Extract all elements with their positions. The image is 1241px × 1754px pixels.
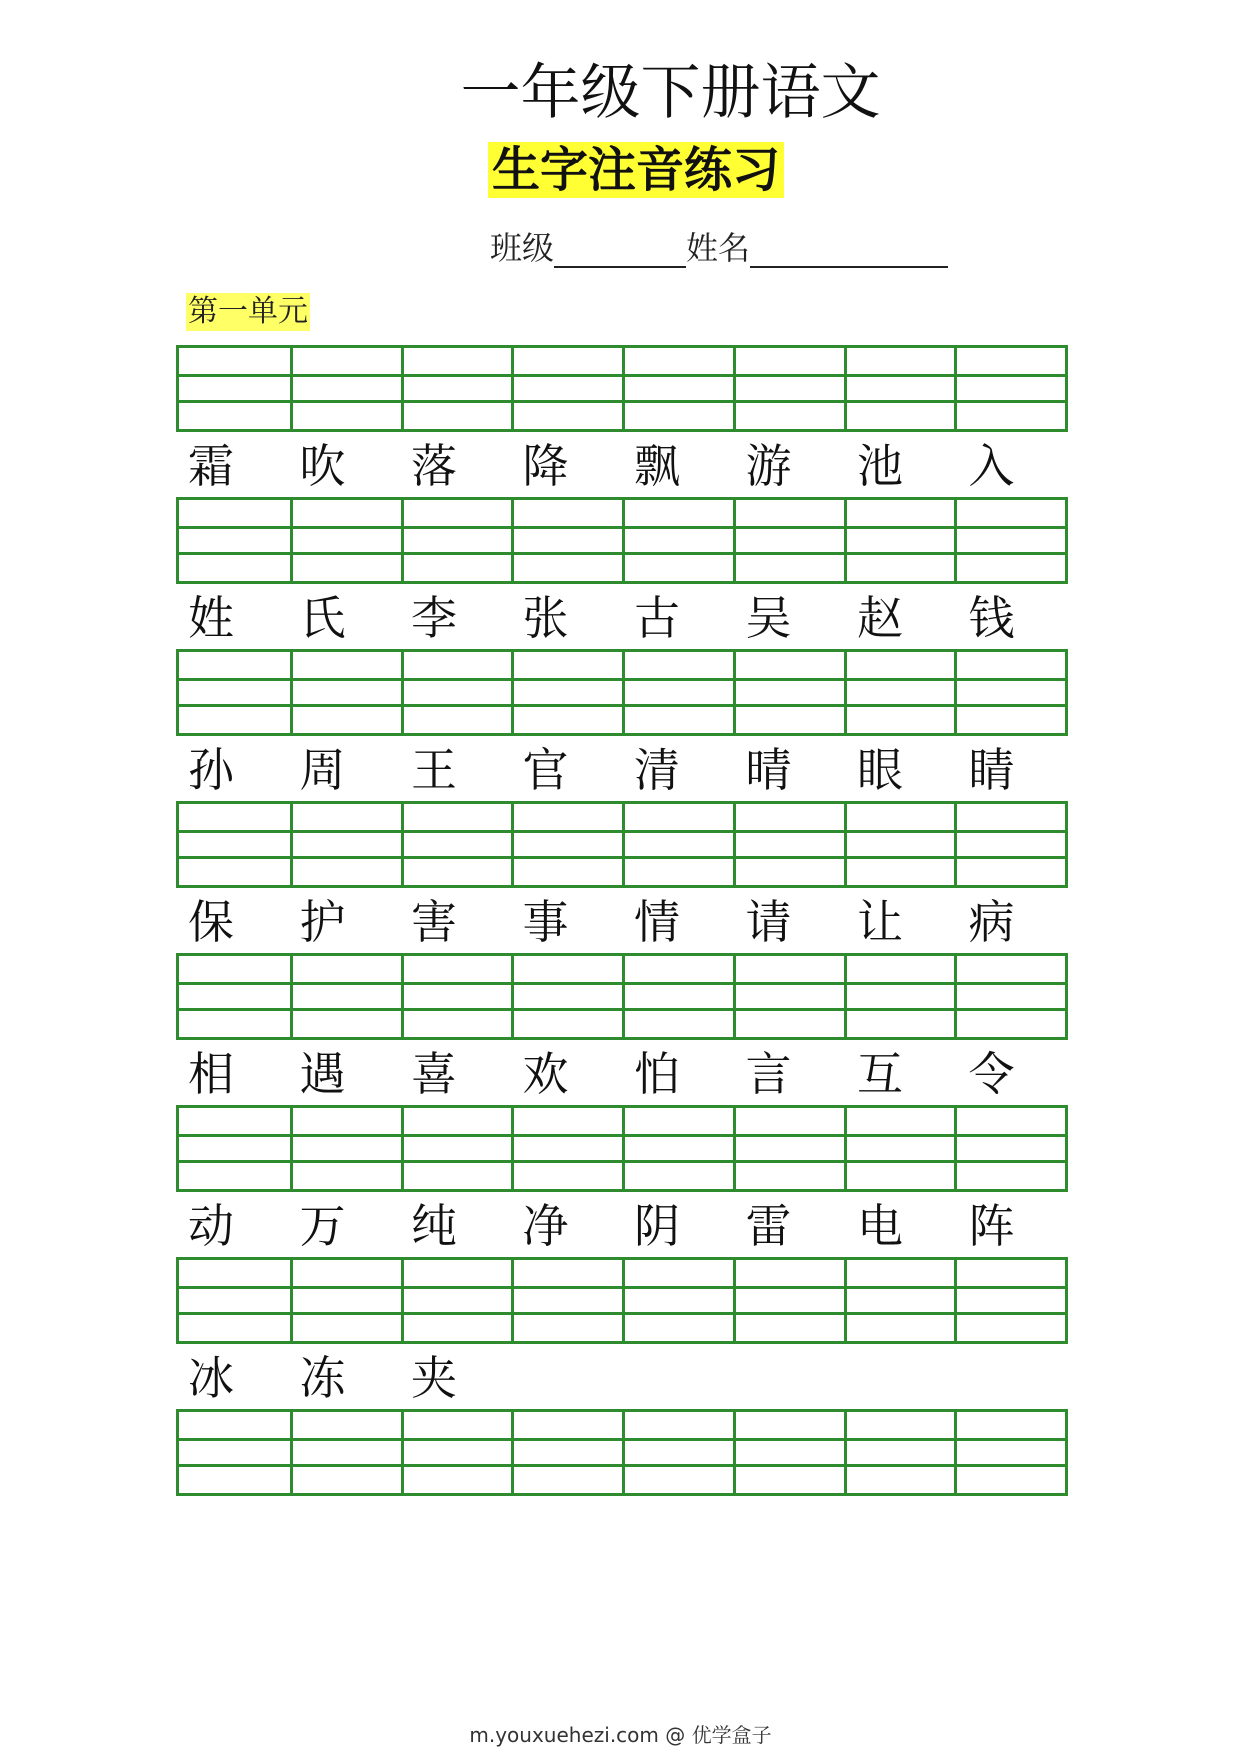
character: 飘 xyxy=(634,439,680,493)
pinyin-cell[interactable] xyxy=(844,956,955,1037)
pinyin-cell[interactable] xyxy=(401,652,512,733)
pinyin-cell[interactable] xyxy=(179,804,290,885)
character: 纯 xyxy=(411,1199,457,1253)
character-row xyxy=(176,436,1068,496)
character: 动 xyxy=(188,1199,234,1253)
character: 相 xyxy=(188,1047,234,1101)
pinyin-cell[interactable] xyxy=(622,804,733,885)
character: 令 xyxy=(968,1047,1015,1101)
pinyin-grid xyxy=(176,497,1068,584)
character: 遇 xyxy=(299,1047,346,1101)
pinyin-cell[interactable] xyxy=(622,1260,733,1341)
character: 喜 xyxy=(411,1047,457,1101)
pinyin-cell[interactable] xyxy=(290,956,401,1037)
pinyin-grid xyxy=(176,345,1068,432)
pinyin-grid xyxy=(176,1409,1068,1496)
pinyin-cell[interactable] xyxy=(954,348,1065,429)
pinyin-cell[interactable] xyxy=(290,1412,401,1493)
pinyin-grid xyxy=(176,1105,1068,1192)
character: 言 xyxy=(745,1047,792,1101)
pinyin-cell[interactable] xyxy=(401,1108,512,1189)
pinyin-cell[interactable] xyxy=(401,804,512,885)
pinyin-cell[interactable] xyxy=(401,1260,512,1341)
pinyin-cell[interactable] xyxy=(622,500,733,581)
class-blank[interactable] xyxy=(554,234,686,268)
pinyin-cell[interactable] xyxy=(179,956,290,1037)
character: 请 xyxy=(745,895,792,949)
character-row xyxy=(176,1196,1068,1256)
character: 护 xyxy=(299,895,346,949)
character: 王 xyxy=(411,743,457,797)
character: 氏 xyxy=(299,591,346,645)
pinyin-cell[interactable] xyxy=(179,652,290,733)
pinyin-cell[interactable] xyxy=(622,652,733,733)
pinyin-cell[interactable] xyxy=(954,1260,1065,1341)
character: 游 xyxy=(745,439,792,493)
pinyin-cell[interactable] xyxy=(511,1412,622,1493)
character: 入 xyxy=(968,439,1015,493)
pinyin-cell[interactable] xyxy=(733,348,844,429)
character-row xyxy=(176,1348,1068,1408)
pinyin-cell[interactable] xyxy=(290,1260,401,1341)
character: 阴 xyxy=(634,1199,680,1253)
character: 欢 xyxy=(522,1047,569,1101)
pinyin-cell[interactable] xyxy=(844,804,955,885)
character: 病 xyxy=(968,895,1015,949)
pinyin-cell[interactable] xyxy=(179,1260,290,1341)
pinyin-cell[interactable] xyxy=(179,1412,290,1493)
character: 李 xyxy=(411,591,457,645)
name-label: 姓名 xyxy=(686,229,751,267)
pinyin-grid xyxy=(176,801,1068,888)
pinyin-cell[interactable] xyxy=(733,652,844,733)
pinyin-cell[interactable] xyxy=(511,1260,622,1341)
character: 眼 xyxy=(857,743,903,797)
character: 互 xyxy=(857,1047,903,1101)
pinyin-cell[interactable] xyxy=(511,1108,622,1189)
pinyin-cell[interactable] xyxy=(733,1108,844,1189)
pinyin-cell[interactable] xyxy=(844,348,955,429)
character: 古 xyxy=(634,591,680,645)
pinyin-cell[interactable] xyxy=(290,804,401,885)
pinyin-cell[interactable] xyxy=(733,1260,844,1341)
pinyin-cell[interactable] xyxy=(622,1108,733,1189)
character: 净 xyxy=(522,1199,569,1253)
pinyin-cell[interactable] xyxy=(622,1412,733,1493)
pinyin-cell[interactable] xyxy=(401,1412,512,1493)
character: 夹 xyxy=(411,1351,457,1405)
character: 冻 xyxy=(299,1351,346,1405)
pinyin-cell[interactable] xyxy=(401,500,512,581)
character: 池 xyxy=(857,439,903,493)
pinyin-cell[interactable] xyxy=(401,348,512,429)
pinyin-cell[interactable] xyxy=(844,500,955,581)
pinyin-cell[interactable] xyxy=(733,500,844,581)
pinyin-cell[interactable] xyxy=(954,1412,1065,1493)
character: 怕 xyxy=(634,1047,680,1101)
pinyin-cell[interactable] xyxy=(179,348,290,429)
character: 雷 xyxy=(745,1199,792,1253)
pinyin-cell[interactable] xyxy=(511,348,622,429)
character-row xyxy=(176,892,1068,952)
character: 情 xyxy=(634,895,680,949)
character: 让 xyxy=(857,895,903,949)
name-blank[interactable] xyxy=(750,234,948,268)
character-row xyxy=(176,740,1068,800)
character: 落 xyxy=(411,439,457,493)
pinyin-cell[interactable] xyxy=(511,500,622,581)
pinyin-cell[interactable] xyxy=(954,956,1065,1037)
pinyin-cell[interactable] xyxy=(622,956,733,1037)
character: 吴 xyxy=(745,591,792,645)
pinyin-cell[interactable] xyxy=(844,1108,955,1189)
pinyin-cell[interactable] xyxy=(844,1260,955,1341)
pinyin-cell[interactable] xyxy=(844,652,955,733)
pinyin-cell[interactable] xyxy=(622,348,733,429)
character: 张 xyxy=(522,591,569,645)
pinyin-cell[interactable] xyxy=(954,804,1065,885)
pinyin-cell[interactable] xyxy=(511,652,622,733)
character: 赵 xyxy=(857,591,903,645)
pinyin-grid xyxy=(176,1257,1068,1344)
pinyin-cell[interactable] xyxy=(290,1108,401,1189)
character: 睛 xyxy=(968,743,1015,797)
pinyin-cell[interactable] xyxy=(401,956,512,1037)
student-info xyxy=(490,228,948,268)
character: 吹 xyxy=(299,439,346,493)
character-row xyxy=(176,588,1068,648)
pinyin-cell[interactable] xyxy=(954,1108,1065,1189)
pinyin-grid xyxy=(176,649,1068,736)
character: 阵 xyxy=(968,1199,1015,1253)
character: 电 xyxy=(857,1199,903,1253)
character: 官 xyxy=(522,743,569,797)
character: 周 xyxy=(299,743,346,797)
unit-label: 第一单元 xyxy=(188,294,308,329)
character: 清 xyxy=(634,743,680,797)
subtitle-wrap xyxy=(488,142,784,198)
pinyin-cell[interactable] xyxy=(844,1412,955,1493)
pinyin-cell[interactable] xyxy=(511,956,622,1037)
pinyin-grid xyxy=(176,953,1068,1040)
pinyin-cell[interactable] xyxy=(733,1412,844,1493)
pinyin-cell[interactable] xyxy=(179,1108,290,1189)
character: 钱 xyxy=(968,591,1015,645)
character: 保 xyxy=(188,895,234,949)
pinyin-cell[interactable] xyxy=(733,804,844,885)
pinyin-cell[interactable] xyxy=(954,652,1065,733)
character: 姓 xyxy=(188,591,234,645)
character: 事 xyxy=(522,895,569,949)
character-row xyxy=(176,1044,1068,1104)
pinyin-cell[interactable] xyxy=(290,500,401,581)
character: 万 xyxy=(299,1199,346,1253)
character: 晴 xyxy=(745,743,792,797)
pinyin-cell[interactable] xyxy=(511,804,622,885)
pinyin-cell[interactable] xyxy=(179,500,290,581)
character: 降 xyxy=(522,439,569,493)
pinyin-cell[interactable] xyxy=(290,652,401,733)
pinyin-cell[interactable] xyxy=(290,348,401,429)
character: 霜 xyxy=(188,439,234,493)
character: 孙 xyxy=(188,743,234,797)
character: 冰 xyxy=(188,1351,234,1405)
pinyin-cell[interactable] xyxy=(733,956,844,1037)
footer-watermark: m.youxuehezi.com @ 优学盒子 xyxy=(469,1723,772,1747)
page-subtitle: 生字注音练习 xyxy=(488,142,784,198)
pinyin-cell[interactable] xyxy=(954,500,1065,581)
character: 害 xyxy=(411,895,457,949)
page-title: 一年级下册语文 xyxy=(460,58,881,128)
class-label: 班级 xyxy=(490,229,555,267)
